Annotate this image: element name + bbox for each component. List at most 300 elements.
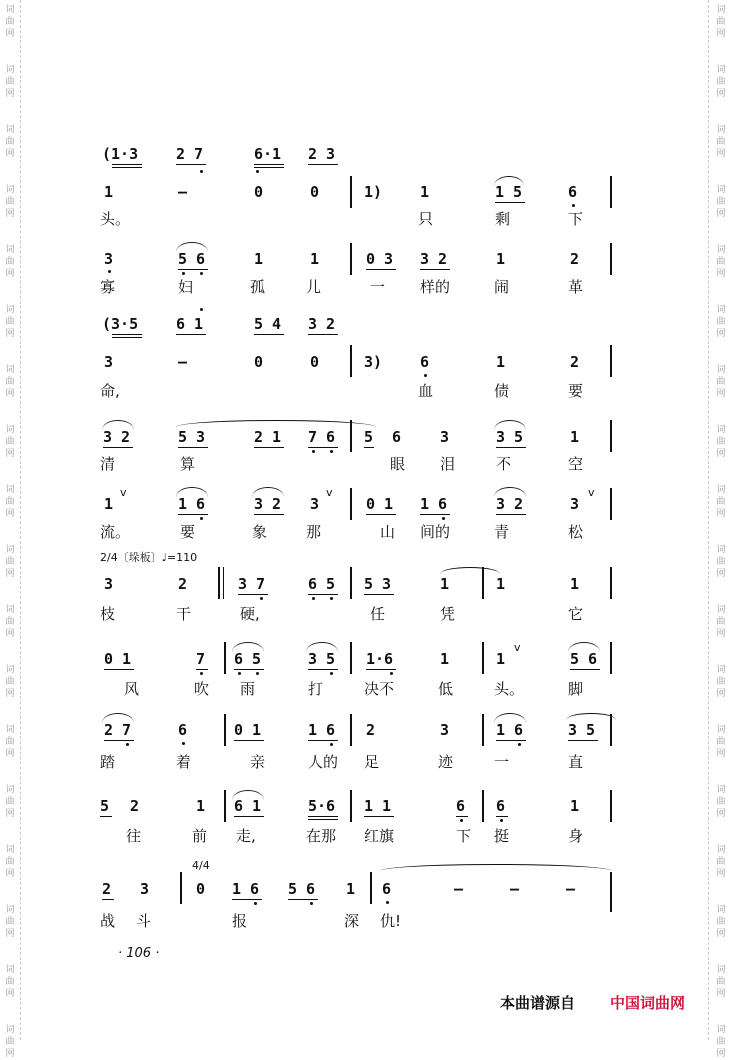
underline [366, 669, 396, 670]
note: 3 [104, 575, 114, 593]
underline [496, 447, 526, 448]
low-octave-dot [460, 819, 463, 822]
underline [234, 669, 264, 670]
note: 1 [104, 183, 114, 201]
watermark-text: 词 曲 网 [5, 245, 15, 279]
note: 0 [254, 183, 264, 201]
bar-line [224, 642, 226, 674]
note-group: 1 6 [232, 880, 260, 898]
note: 1 [104, 495, 114, 513]
low-octave-dot [386, 901, 389, 904]
breath-mark: v [120, 486, 127, 499]
note: 1 [496, 650, 506, 668]
note: 1 [496, 353, 506, 371]
note-group: 1 6 [178, 495, 206, 513]
watermark-text: 词 曲 网 [5, 725, 15, 759]
low-octave-dot [442, 517, 445, 520]
note-group: 5·6 [308, 797, 336, 815]
lyric: 血 [418, 382, 434, 400]
bar-line [224, 790, 226, 822]
watermark-text: 词 曲 网 [716, 485, 726, 519]
underline [496, 514, 526, 515]
underline [238, 594, 268, 595]
underline [366, 269, 396, 270]
lyric: 直 [568, 753, 584, 771]
underline [568, 740, 598, 741]
watermark-text: 词 曲 网 [716, 665, 726, 699]
note: 6 [496, 797, 506, 815]
low-octave-dot [424, 374, 427, 377]
watermark-text: 词 曲 网 [716, 845, 726, 879]
lyric: 寡 [100, 278, 116, 296]
watermark-text: 词 曲 网 [5, 365, 15, 399]
tie [440, 567, 500, 574]
note: 1 [496, 575, 506, 593]
watermark-text: 词 曲 网 [716, 1025, 726, 1059]
note-group: 6 5 [308, 575, 336, 593]
note-group: 3 2 [254, 495, 282, 513]
underline [104, 669, 134, 670]
note-group: 2 3 [308, 145, 336, 163]
underline [234, 740, 264, 741]
low-octave-dot [390, 672, 393, 675]
watermark-text: 词 曲 网 [716, 245, 726, 279]
note-group: (3·5 [102, 315, 139, 333]
note: 7 [196, 650, 206, 668]
low-octave-dot [182, 272, 185, 275]
watermark-text: 词 曲 网 [716, 65, 726, 99]
note-group: 6·1 [254, 145, 282, 163]
low-octave-dot [200, 272, 203, 275]
high-octave-dot [200, 308, 203, 311]
note: 6 [178, 721, 188, 739]
underline [456, 816, 468, 817]
dash: — [566, 880, 576, 898]
watermark-text: 词 曲 网 [716, 305, 726, 339]
note: 3 [440, 721, 450, 739]
lyric: 一 [494, 753, 510, 771]
low-octave-dot [256, 170, 259, 173]
lyric: 斗 [136, 912, 152, 930]
watermark-text: 词 曲 网 [716, 725, 726, 759]
low-octave-dot [518, 743, 521, 746]
tie [176, 420, 376, 427]
note-group: 7 6 [308, 428, 336, 446]
bar-line [482, 714, 484, 746]
note-group: 2 7 [104, 721, 132, 739]
note: 1 [420, 183, 430, 201]
watermark-text: 词 曲 网 [5, 65, 15, 99]
lyric: 仇! [380, 912, 402, 930]
underline [176, 334, 206, 335]
note: — [178, 183, 188, 201]
lyric: 迹 [438, 753, 454, 771]
watermark-text: 词 曲 网 [5, 905, 15, 939]
lyric: 硬, [240, 605, 260, 623]
lyric: 青 [494, 523, 510, 541]
note-group: 1 6 [496, 721, 524, 739]
note: 0 [310, 353, 320, 371]
lyric: 泪 [440, 455, 456, 473]
note-group: 5 3 [364, 575, 392, 593]
lyric: 不 [496, 455, 512, 473]
low-octave-dot [108, 270, 111, 273]
lyric: 在那 [306, 827, 337, 845]
underline [178, 514, 208, 515]
bar-line [482, 642, 484, 674]
underline [364, 447, 374, 448]
bar-line [482, 790, 484, 822]
note: 6 [420, 353, 430, 371]
note: 1) [364, 183, 383, 201]
watermark-text: 词 曲 网 [5, 665, 15, 699]
left-border-line [20, 0, 21, 1040]
low-octave-dot [330, 450, 333, 453]
underline [366, 514, 396, 515]
underline [254, 334, 284, 335]
lyric: 走, [236, 827, 256, 845]
lyric: 风 [124, 680, 140, 698]
bar-line [482, 567, 484, 599]
note-group: 0 1 [234, 721, 262, 739]
note: 5 [100, 797, 110, 815]
note: 1 [440, 650, 450, 668]
low-octave-dot [572, 204, 575, 207]
bar-line [610, 243, 612, 275]
tie [380, 864, 612, 871]
low-octave-dot [254, 902, 257, 905]
underline [308, 164, 338, 165]
lyric: 一 [370, 278, 386, 296]
tie [566, 713, 616, 720]
underline [176, 164, 206, 165]
note: 3 [570, 495, 580, 513]
lyric: 算 [180, 455, 196, 473]
note: 3 [104, 353, 114, 371]
lyric: 深 [344, 912, 360, 930]
note: 0 [310, 183, 320, 201]
bar-line [370, 872, 372, 904]
note-group: 3 5 [308, 650, 336, 668]
watermark-text: 词 曲 网 [5, 485, 15, 519]
bar-line [610, 872, 612, 912]
watermark-text: 词 曲 网 [716, 605, 726, 639]
footer-source-label: 本曲谱源自 [500, 994, 576, 1012]
watermark-text: 词 曲 网 [716, 5, 726, 39]
underline [420, 269, 450, 270]
underline [308, 334, 338, 335]
low-octave-dot [312, 450, 315, 453]
underline [196, 669, 208, 670]
lyric: 间的 [420, 523, 451, 541]
bar-line [350, 345, 352, 377]
underline [308, 740, 338, 741]
dash: — [454, 880, 464, 898]
underline [308, 447, 338, 448]
note: 3 [104, 250, 114, 268]
bar-line [350, 567, 352, 599]
footer-site-link[interactable]: 中国词曲网 [610, 994, 686, 1012]
note-group: 2 7 [176, 145, 204, 163]
note-group: 3 2 [103, 428, 131, 446]
lyric: 低 [438, 680, 454, 698]
low-octave-dot [238, 672, 241, 675]
watermark-text: 词 曲 网 [5, 1025, 15, 1059]
low-octave-dot [126, 743, 129, 746]
watermark-text: 词 曲 网 [716, 965, 726, 999]
watermark-text: 词 曲 网 [5, 305, 15, 339]
underline [308, 594, 338, 595]
note: 3 [310, 495, 320, 513]
right-border-line [708, 0, 709, 1040]
note: 6 [456, 797, 466, 815]
lyric: 干 [176, 605, 192, 623]
lyric: 报 [232, 912, 248, 930]
note: 1 [254, 250, 264, 268]
low-octave-dot [200, 170, 203, 173]
watermark-text: 词 曲 网 [716, 785, 726, 819]
lyric: 脚 [568, 680, 584, 698]
low-octave-dot [256, 672, 259, 675]
lyric: 流。 [100, 523, 131, 541]
watermark-text: 词 曲 网 [5, 185, 15, 219]
underline [496, 816, 508, 817]
lyric: 那 [306, 523, 322, 541]
bar-line [610, 488, 612, 520]
underline [112, 167, 142, 168]
note-group: 3 2 [308, 315, 336, 333]
note: 6 [568, 183, 578, 201]
dash: — [510, 880, 520, 898]
accent-note: 2 [102, 880, 112, 898]
lyric: 松 [568, 523, 584, 541]
lyric: 要 [568, 382, 584, 400]
lyric: 雨 [240, 680, 256, 698]
note-group: 3 2 [496, 495, 524, 513]
bar-line [350, 790, 352, 822]
lyric: 着 [176, 753, 192, 771]
note-group: 3 5 [568, 721, 596, 739]
accent-note: 3 [140, 880, 150, 898]
note: 0 [254, 353, 264, 371]
lyric: 头。 [494, 680, 525, 698]
low-octave-dot [182, 742, 185, 745]
low-octave-dot [500, 819, 503, 822]
lyric: 挺 [494, 827, 510, 845]
watermark-text: 词 曲 网 [716, 425, 726, 459]
note: 2 [130, 797, 140, 815]
lyric: 儿 [306, 278, 322, 296]
lyric: 前 [192, 827, 208, 845]
note: 0 [196, 880, 206, 898]
bar-line [180, 872, 182, 904]
note: 2 [178, 575, 188, 593]
underline [288, 899, 318, 900]
bar-line [350, 714, 352, 746]
watermark-text: 词 曲 网 [5, 545, 15, 579]
lyric: 凭 [440, 605, 456, 623]
note-group: 1 6 [308, 721, 336, 739]
underline [104, 740, 134, 741]
bar-line [224, 714, 226, 746]
note-group: 3 2 [420, 250, 448, 268]
note-group: 0 1 [366, 495, 394, 513]
underline [234, 816, 264, 817]
note: 3) [364, 353, 383, 371]
low-octave-dot [200, 672, 203, 675]
watermark-text: 词 曲 网 [5, 845, 15, 879]
bar-line [350, 488, 352, 520]
lyric: 象 [252, 523, 268, 541]
watermark-text: 词 曲 网 [716, 365, 726, 399]
note-group: 5 6 [570, 650, 598, 668]
lyric: 样的 [420, 278, 451, 296]
note: 1 [570, 797, 580, 815]
breath-mark: v [588, 486, 595, 499]
note: 1 [570, 428, 580, 446]
bar-line [610, 420, 612, 452]
lyric: 下 [456, 827, 472, 845]
underline [570, 669, 600, 670]
bar-line [610, 790, 612, 822]
lyric: 踏 [100, 753, 116, 771]
underline [496, 740, 526, 741]
bar-line [610, 714, 612, 746]
note: 5 [364, 428, 374, 446]
underline [254, 164, 284, 165]
underline [254, 167, 284, 168]
low-octave-dot [200, 517, 203, 520]
tempo-marking: 2/4〔垛板〕♩=110 [100, 551, 198, 564]
underline [308, 816, 338, 817]
time-signature: 4/4 [192, 859, 210, 872]
lyric: 要 [180, 523, 196, 541]
note-group: 1 5 [495, 183, 523, 201]
lyric: 人的 [308, 753, 339, 771]
lyric: 只 [418, 210, 434, 228]
lyric: 孤 [250, 278, 266, 296]
lyric: 债 [494, 382, 510, 400]
underline [112, 337, 142, 338]
note: 1 [346, 880, 356, 898]
lyric: 剩 [495, 210, 511, 228]
watermark-text: 词 曲 网 [716, 125, 726, 159]
note: — [178, 353, 188, 371]
note-group: 6 1 [176, 315, 204, 333]
bar-line [610, 567, 612, 599]
bar-line [610, 642, 612, 674]
underline [102, 899, 114, 900]
watermark-text: 词 曲 网 [716, 905, 726, 939]
lyric: 山 [380, 523, 396, 541]
low-octave-dot [310, 902, 313, 905]
lyric: 亲 [250, 753, 266, 771]
lyric: 红旗 [364, 827, 395, 845]
low-octave-dot [330, 672, 333, 675]
lyric: 命, [100, 382, 120, 400]
underline [308, 819, 338, 820]
bar-line [350, 176, 352, 208]
lyric: 眼 [390, 455, 406, 473]
lyric: 足 [364, 753, 380, 771]
underline [112, 334, 142, 335]
low-octave-dot [260, 597, 263, 600]
lyric: 头。 [100, 210, 131, 228]
note-group: 1·6 [366, 650, 394, 668]
note-group: 5 6 [178, 250, 206, 268]
underline [178, 447, 208, 448]
watermark-text: 词 曲 网 [716, 185, 726, 219]
note-group: 6 5 [234, 650, 262, 668]
note: 1 [570, 575, 580, 593]
lyric: 空 [568, 455, 584, 473]
lyric: 妇 [178, 278, 194, 296]
note: 6 [382, 880, 392, 898]
low-octave-dot [312, 597, 315, 600]
note-group: 1 6 [420, 495, 448, 513]
underline [364, 816, 394, 817]
note: 1 [496, 250, 506, 268]
lyric: 往 [126, 827, 142, 845]
note: 1 [310, 250, 320, 268]
watermark-text: 词 曲 网 [5, 785, 15, 819]
underline [364, 594, 394, 595]
breath-mark: v [514, 641, 521, 654]
lyric: 打 [308, 680, 324, 698]
note-group: 5 6 [288, 880, 316, 898]
lyric: 任 [370, 605, 386, 623]
bar-line [223, 567, 224, 599]
lyric: 枝 [100, 605, 116, 623]
note-group: 1 1 [364, 797, 392, 815]
note-group: 3 7 [238, 575, 266, 593]
low-octave-dot [330, 743, 333, 746]
watermark-text: 词 曲 网 [5, 425, 15, 459]
bar-line [218, 567, 220, 599]
note: 2 [366, 721, 376, 739]
note: 1 [440, 575, 450, 593]
note-group: 0 1 [104, 650, 132, 668]
note: 1 [196, 797, 206, 815]
watermark-text: 词 曲 网 [716, 545, 726, 579]
underline [308, 669, 338, 670]
note: 2 [570, 353, 580, 371]
bar-line [610, 176, 612, 208]
low-octave-dot [330, 597, 333, 600]
lyric: 决不 [364, 680, 395, 698]
note-group: 6 1 [234, 797, 262, 815]
note-group: 3 5 [496, 428, 524, 446]
page-number: · 106 · [118, 946, 160, 961]
underline [495, 202, 525, 203]
underline [254, 447, 284, 448]
lyric: 吹 [194, 680, 210, 698]
note-group: 2 1 [254, 428, 282, 446]
underline [103, 447, 133, 448]
watermark-text: 词 曲 网 [5, 5, 15, 39]
lyric: 战 [100, 912, 116, 930]
breath-mark: v [326, 486, 333, 499]
lyric: 闹 [494, 278, 510, 296]
note: 6 [392, 428, 402, 446]
watermark-text: 词 曲 网 [5, 125, 15, 159]
bar-line [610, 345, 612, 377]
lyric: 它 [568, 605, 584, 623]
underline [100, 816, 112, 817]
lyric: 下 [568, 210, 584, 228]
lyric: 清 [100, 455, 116, 473]
watermark-text: 词 曲 网 [5, 605, 15, 639]
